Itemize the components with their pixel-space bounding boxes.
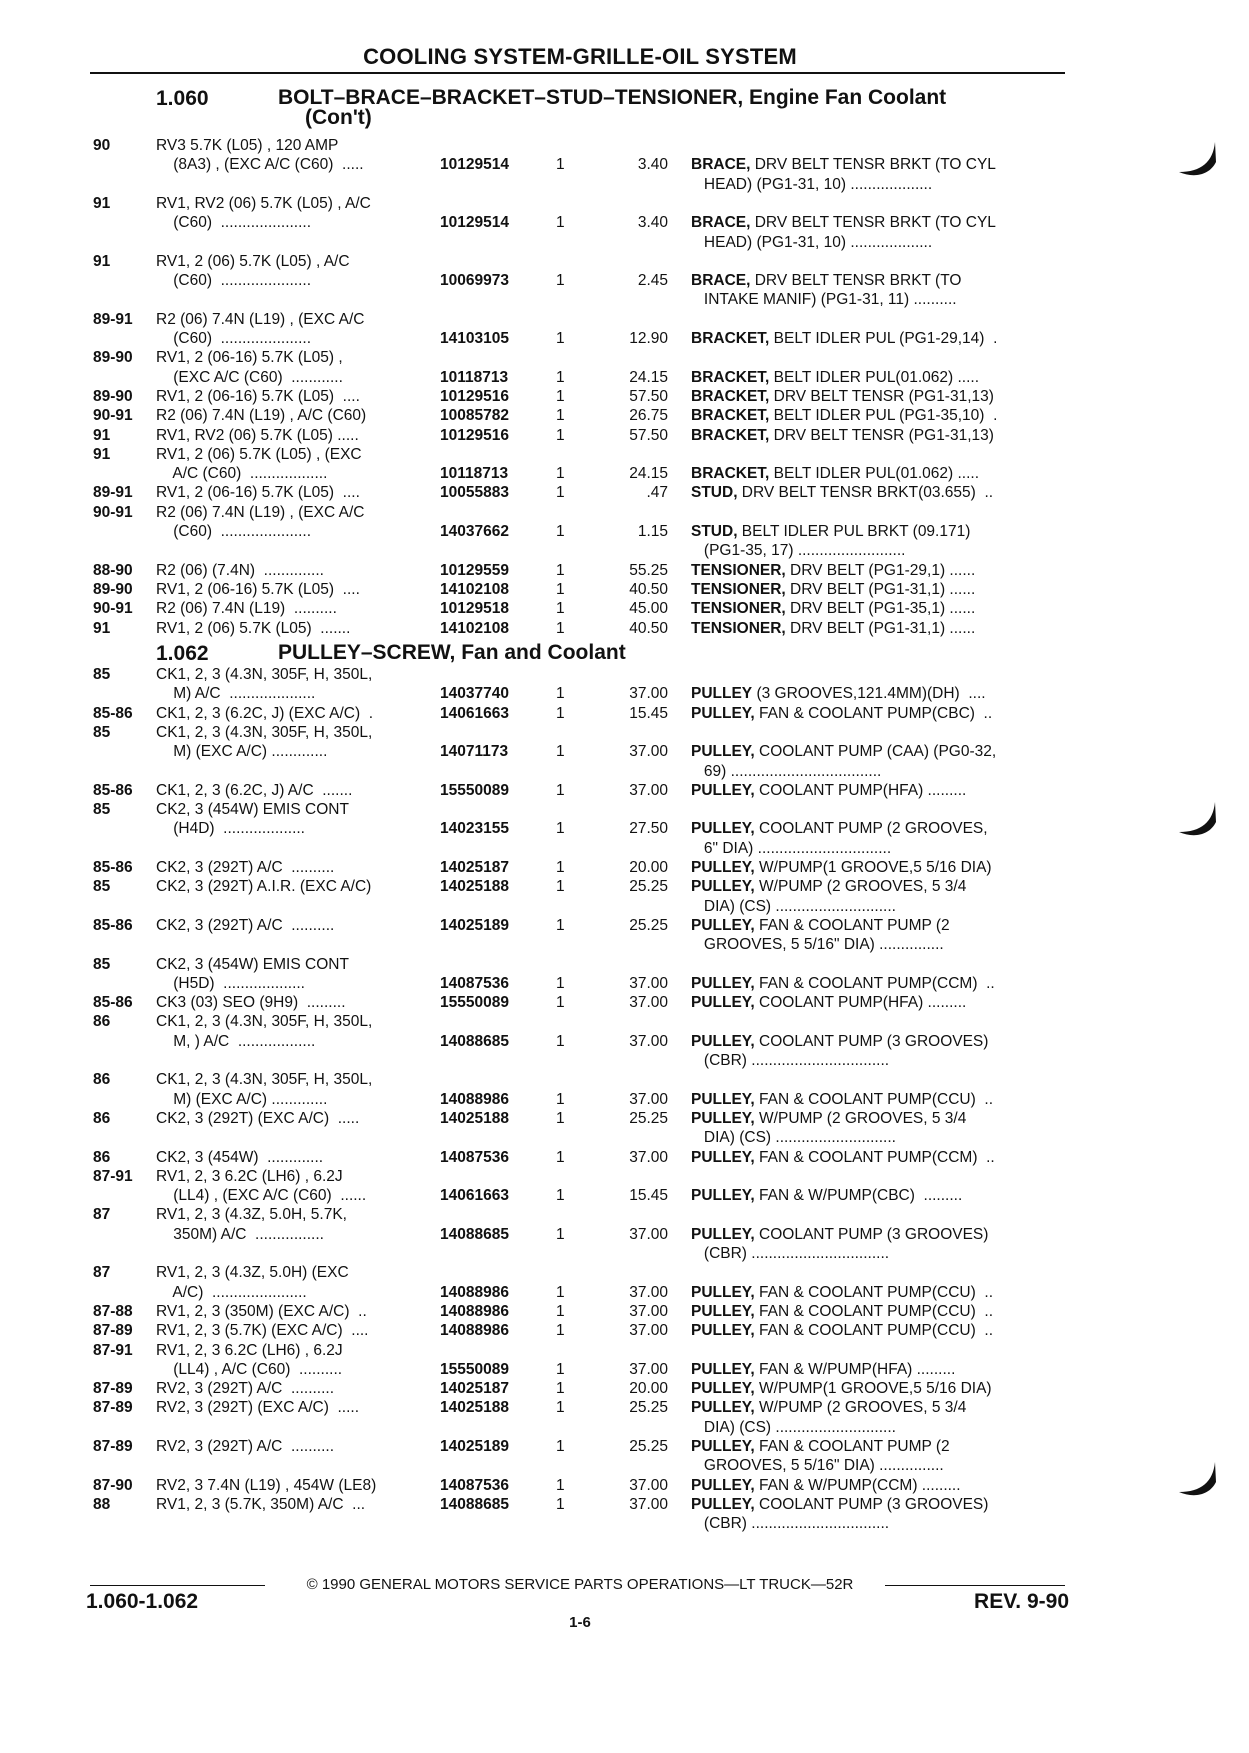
application-desc: (LL4) , (EXC A/C (C60) ...... xyxy=(156,1187,367,1205)
application-desc: RV2, 3 (292T) A/C .......... xyxy=(156,1438,335,1455)
part-number: 14071173 xyxy=(440,743,509,761)
price: 3.40 xyxy=(637,156,668,174)
application-desc: RV1, 2 (06) 5.7K (L05) , A/C xyxy=(156,252,350,270)
part-name: DIA) (CS) ............................ xyxy=(691,1129,896,1147)
part-name: PULLEY, FAN & COOLANT PUMP(CCU) .. xyxy=(691,1322,994,1340)
model-year: 87-91 xyxy=(93,1341,133,1359)
price: 40.50 xyxy=(629,619,668,637)
price: 37.00 xyxy=(629,781,668,799)
model-year: 85 xyxy=(93,801,111,819)
price: 37.00 xyxy=(629,1283,668,1301)
price: 37.00 xyxy=(629,1032,668,1050)
part-name: PULLEY, FAN & COOLANT PUMP(CCU) .. xyxy=(691,1090,994,1108)
application-desc: RV1, 2 (06) 5.7K (L05) ....... xyxy=(156,619,351,637)
application-desc: RV2, 3 (292T) A/C .......... xyxy=(156,1380,335,1398)
part-number: 14103105 xyxy=(440,330,509,347)
model-year: 86 xyxy=(93,1013,111,1031)
application-desc: (C60) ..................... xyxy=(156,214,312,232)
price: 25.25 xyxy=(629,916,668,934)
application-desc: RV1, RV2 (06) 5.7K (L05) ..... xyxy=(156,426,359,444)
price: 37.00 xyxy=(629,1495,668,1513)
quantity: 1 xyxy=(556,387,565,405)
model-year: 88-90 xyxy=(93,561,133,579)
part-name: PULLEY, FAN & COOLANT PUMP (2 xyxy=(691,1438,950,1455)
quantity: 1 xyxy=(556,1438,565,1455)
part-name: PULLEY, FAN & COOLANT PUMP(CCM) .. xyxy=(691,1148,995,1166)
hole-punch-mark xyxy=(1175,140,1220,185)
part-name: BRACKET, DRV BELT TENSR (PG1-31,13) xyxy=(691,426,994,444)
part-name: PULLEY, FAN & COOLANT PUMP (2 xyxy=(691,916,950,934)
part-number: 10118713 xyxy=(440,368,509,386)
application-desc: CK1, 2, 3 (4.3N, 305F, H, 350L, xyxy=(156,1013,373,1031)
copyright-notice: © 1990 GENERAL MOTORS SERVICE PARTS OPERATIONS—LT TRUCK—52R xyxy=(306,1576,854,1593)
model-year: 89-91 xyxy=(93,310,133,328)
quantity: 1 xyxy=(556,580,565,598)
part-name: HEAD) (PG1-31, 10) ................... xyxy=(691,175,933,193)
price: 25.25 xyxy=(629,1109,668,1127)
application-desc: CK1, 2, 3 (4.3N, 305F, H, 350L, xyxy=(156,1071,373,1089)
quantity: 1 xyxy=(556,1495,565,1513)
part-name: PULLEY, FAN & COOLANT PUMP(CCU) .. xyxy=(691,1283,994,1301)
application-desc: R2 (06) 7.4N (L19) , A/C (C60) xyxy=(156,407,367,425)
part-name: PULLEY, FAN & W/PUMP(CCM) ......... xyxy=(691,1476,961,1494)
price: 24.15 xyxy=(629,368,668,386)
part-number: 14025188 xyxy=(440,1399,509,1417)
part-number: 14088685 xyxy=(440,1225,509,1243)
model-year: 91 xyxy=(93,194,111,212)
part-number: 14088986 xyxy=(440,1090,509,1108)
part-number: 14087536 xyxy=(440,1148,509,1166)
model-year: 91 xyxy=(93,252,111,270)
application-desc: RV1, 2, 3 6.2C (LH6) , 6.2J xyxy=(156,1341,343,1359)
application-desc: (LL4) , A/C (C60) .......... xyxy=(156,1360,343,1378)
part-name: BRACE, DRV BELT TENSR BRKT (TO xyxy=(691,272,962,290)
part-name: PULLEY, W/PUMP (2 GROOVES, 5 3/4 xyxy=(691,1109,967,1127)
price: 12.90 xyxy=(629,330,668,347)
model-year: 85-86 xyxy=(93,916,133,934)
part-name: BRACKET, DRV BELT TENSR (PG1-31,13) xyxy=(691,387,994,405)
application-desc: RV1, 2, 3 (350M) (EXC A/C) .. xyxy=(156,1302,367,1320)
part-name: TENSIONER, DRV BELT (PG1-29,1) ...... xyxy=(691,561,976,579)
price: 25.25 xyxy=(629,1438,668,1455)
section-number: 1.062 xyxy=(156,642,209,665)
application-desc: (C60) ..................... xyxy=(156,330,312,347)
part-name: STUD, BELT IDLER PUL BRKT (09.171) xyxy=(691,523,971,540)
part-name: (CBR) ................................ xyxy=(691,1515,890,1533)
application-desc: RV1, 2 (06-16) 5.7K (L05) .... xyxy=(156,580,360,598)
part-name: PULLEY, W/PUMP(1 GROOVE,5 5/16 DIA) xyxy=(691,859,992,876)
part-name: PULLEY, FAN & COOLANT PUMP(CBC) .. xyxy=(691,704,993,722)
section-title: BOLT–BRACE–BRACKET–STUD–TENSIONER, Engine Fan Coolant xyxy=(278,86,947,109)
quantity: 1 xyxy=(556,1225,565,1243)
quantity: 1 xyxy=(556,1148,565,1166)
quantity: 1 xyxy=(556,1109,565,1127)
application-desc: A/C (C60) .................. xyxy=(156,465,328,483)
part-name: PULLEY, COOLANT PUMP (3 GROOVES) xyxy=(691,1032,989,1050)
part-number: 10118713 xyxy=(440,465,509,483)
application-desc: RV3 5.7K (L05) , 120 AMP xyxy=(156,137,339,154)
part-number: 14088986 xyxy=(440,1302,509,1320)
part-name: PULLEY, COOLANT PUMP (2 GROOVES, xyxy=(691,820,988,838)
price: 3.40 xyxy=(637,214,668,232)
part-name: PULLEY, FAN & COOLANT PUMP(CCM) .. xyxy=(691,974,995,992)
quantity: 1 xyxy=(556,561,565,579)
quantity: 1 xyxy=(556,330,565,347)
part-number: 14102108 xyxy=(440,580,509,598)
model-year: 91 xyxy=(93,426,111,444)
part-number: 14037662 xyxy=(440,523,509,540)
model-year: 87 xyxy=(93,1206,111,1224)
price: 37.00 xyxy=(629,994,668,1012)
price: 57.50 xyxy=(629,387,668,405)
quantity: 1 xyxy=(556,1032,565,1050)
model-year: 86 xyxy=(93,1148,111,1166)
application-desc: RV1, 2, 3 (5.7K) (EXC A/C) .... xyxy=(156,1322,369,1340)
application-desc: CK2, 3 (454W) EMIS CONT xyxy=(156,801,349,819)
part-name: PULLEY, W/PUMP(1 GROOVE,5 5/16 DIA) xyxy=(691,1380,992,1398)
price: 55.25 xyxy=(629,561,668,579)
part-number: 14088685 xyxy=(440,1495,509,1513)
quantity: 1 xyxy=(556,1399,565,1417)
quantity: 1 xyxy=(556,859,565,876)
price: 25.25 xyxy=(629,1399,668,1417)
quantity: 1 xyxy=(556,1090,565,1108)
application-desc: RV1, 2, 3 6.2C (LH6) , 6.2J xyxy=(156,1167,343,1185)
part-number: 14061663 xyxy=(440,704,509,722)
model-year: 86 xyxy=(93,1109,111,1127)
quantity: 1 xyxy=(556,704,565,722)
application-desc: CK3 (03) SEO (9H9) ......... xyxy=(156,994,346,1012)
part-name: BRACKET, BELT IDLER PUL (PG1-35,10) . xyxy=(691,407,998,425)
application-desc: CK1, 2, 3 (6.2C, J) A/C ....... xyxy=(156,781,353,799)
part-number: 14037740 xyxy=(440,685,509,703)
part-name: PULLEY, FAN & W/PUMP(HFA) ......... xyxy=(691,1360,956,1378)
quantity: 1 xyxy=(556,1187,565,1205)
price: 24.15 xyxy=(629,465,668,483)
price: 25.25 xyxy=(629,878,668,896)
part-name: TENSIONER, DRV BELT (PG1-31,1) ...... xyxy=(691,580,976,598)
part-name: GROOVES, 5 5/16" DIA) ............... xyxy=(691,936,944,954)
price: 15.45 xyxy=(629,704,668,722)
application-desc: (H4D) ................... xyxy=(156,820,305,838)
part-name: BRACKET, BELT IDLER PUL(01.062) ..... xyxy=(691,465,980,483)
part-name: BRACE, DRV BELT TENSR BRKT (TO CYL xyxy=(691,156,996,174)
model-year: 85 xyxy=(93,878,111,896)
model-year: 87-89 xyxy=(93,1399,133,1417)
part-number: 14025188 xyxy=(440,1109,509,1127)
application-desc: R2 (06) 7.4N (L19) , (EXC A/C xyxy=(156,310,365,328)
part-number: 14025188 xyxy=(440,878,509,896)
application-desc: (H5D) ................... xyxy=(156,974,305,992)
model-year: 89-90 xyxy=(93,349,133,367)
price: 20.00 xyxy=(629,859,668,876)
model-year: 88 xyxy=(93,1495,111,1513)
part-name: PULLEY, COOLANT PUMP (CAA) (PG0-32, xyxy=(691,743,997,761)
price: 37.00 xyxy=(629,1302,668,1320)
part-number: 10129514 xyxy=(440,214,509,232)
model-year: 86 xyxy=(93,1071,111,1089)
quantity: 1 xyxy=(556,781,565,799)
price: 37.00 xyxy=(629,1148,668,1166)
application-desc: CK2, 3 (292T) A/C .......... xyxy=(156,916,335,934)
quantity: 1 xyxy=(556,820,565,838)
application-desc: CK2, 3 (292T) (EXC A/C) ..... xyxy=(156,1109,360,1127)
model-year: 87-91 xyxy=(93,1167,133,1185)
application-desc: CK1, 2, 3 (6.2C, J) (EXC A/C) . xyxy=(156,704,374,722)
application-desc: RV2, 3 7.4N (L19) , 454W (LE8) xyxy=(156,1476,377,1494)
part-name: DIA) (CS) ............................ xyxy=(691,1418,896,1436)
application-desc: A/C) ...................... xyxy=(156,1283,307,1301)
quantity: 1 xyxy=(556,465,565,483)
price: 37.00 xyxy=(629,974,668,992)
application-desc: RV1, 2 (06-16) 5.7K (L05) .... xyxy=(156,387,360,405)
price: 57.50 xyxy=(629,426,668,444)
section-number: 1.060 xyxy=(156,87,209,110)
part-number: 14023155 xyxy=(440,820,509,838)
application-desc: RV1, 2, 3 (5.7K, 350M) A/C ... xyxy=(156,1495,366,1513)
part-number: 10085782 xyxy=(440,407,509,425)
application-desc: R2 (06) 7.4N (L19) , (EXC A/C xyxy=(156,503,365,521)
model-year: 87-89 xyxy=(93,1322,133,1340)
model-year: 90-91 xyxy=(93,503,133,521)
part-name: DIA) (CS) ............................ xyxy=(691,897,896,915)
quantity: 1 xyxy=(556,974,565,992)
part-name: (CBR) ................................ xyxy=(691,1052,890,1069)
quantity: 1 xyxy=(556,743,565,761)
revision-label: REV. 9-90 xyxy=(974,1590,1069,1613)
quantity: 1 xyxy=(556,1322,565,1340)
part-number: 14087536 xyxy=(440,974,509,992)
price: 37.00 xyxy=(629,1225,668,1243)
price: 2.45 xyxy=(637,272,668,290)
part-name: INTAKE MANIF) (PG1-31, 11) .......... xyxy=(691,291,957,309)
price: 37.00 xyxy=(629,1322,668,1340)
section-range: 1.060-1.062 xyxy=(86,1590,199,1613)
part-number: 10129516 xyxy=(440,426,509,444)
part-number: 10129559 xyxy=(440,561,509,579)
model-year: 85-86 xyxy=(93,781,133,799)
part-number: 10055883 xyxy=(440,484,509,502)
application-desc: (C60) ..................... xyxy=(156,272,312,290)
quantity: 1 xyxy=(556,272,565,290)
price: 37.00 xyxy=(629,1090,668,1108)
model-year: 87-90 xyxy=(93,1476,133,1494)
quantity: 1 xyxy=(556,1283,565,1301)
part-number: 14088685 xyxy=(440,1032,509,1050)
application-desc: RV1, RV2 (06) 5.7K (L05) , A/C xyxy=(156,194,371,212)
part-name: 6" DIA) ............................... xyxy=(691,839,892,857)
price: 27.50 xyxy=(629,820,668,838)
part-name: 69) ................................... xyxy=(691,762,882,780)
model-year: 85 xyxy=(93,955,111,973)
model-year: 89-90 xyxy=(93,580,133,598)
header-rule xyxy=(90,72,1065,74)
quantity: 1 xyxy=(556,916,565,934)
price: 1.15 xyxy=(637,523,668,540)
part-name: PULLEY, W/PUMP (2 GROOVES, 5 3/4 xyxy=(691,878,967,896)
price: 15.45 xyxy=(629,1187,668,1205)
quantity: 1 xyxy=(556,484,565,502)
quantity: 1 xyxy=(556,1476,565,1494)
application-desc: CK2, 3 (454W) EMIS CONT xyxy=(156,955,349,973)
section-continued: (Con't) xyxy=(305,106,372,129)
application-desc: M) (EXC A/C) ............. xyxy=(156,1090,328,1108)
application-desc: RV1, 2, 3 (4.3Z, 5.0H) (EXC xyxy=(156,1264,349,1282)
application-desc: R2 (06) 7.4N (L19) .......... xyxy=(156,600,337,618)
model-year: 87-89 xyxy=(93,1380,133,1398)
price: 45.00 xyxy=(629,600,668,618)
part-name: PULLEY, COOLANT PUMP (3 GROOVES) xyxy=(691,1495,989,1513)
part-name: BRACKET, BELT IDLER PUL (PG1-29,14) . xyxy=(691,330,998,347)
part-number: 14025189 xyxy=(440,916,509,934)
part-name: BRACE, DRV BELT TENSR BRKT (TO CYL xyxy=(691,214,996,232)
model-year: 87-88 xyxy=(93,1302,133,1320)
quantity: 1 xyxy=(556,407,565,425)
price: 20.00 xyxy=(629,1380,668,1398)
application-desc: RV1, 2 (06) 5.7K (L05) , (EXC xyxy=(156,445,362,463)
part-number: 14025187 xyxy=(440,859,509,876)
part-number: 10129516 xyxy=(440,387,509,405)
hole-punch-mark xyxy=(1175,800,1220,845)
model-year: 85 xyxy=(93,723,111,741)
quantity: 1 xyxy=(556,1360,565,1378)
quantity: 1 xyxy=(556,156,565,174)
model-year: 87 xyxy=(93,1264,111,1282)
application-desc: (C60) ..................... xyxy=(156,523,312,540)
part-name: GROOVES, 5 5/16" DIA) ............... xyxy=(691,1457,944,1475)
part-number: 10129514 xyxy=(440,156,509,174)
part-number: 15550089 xyxy=(440,994,509,1012)
model-year: 90 xyxy=(93,137,111,154)
quantity: 1 xyxy=(556,600,565,618)
part-number: 10069973 xyxy=(440,272,509,290)
application-desc: RV1, 2 (06-16) 5.7K (L05) .... xyxy=(156,484,360,502)
part-name: STUD, DRV BELT TENSR BRKT(03.655) .. xyxy=(691,484,994,502)
part-name: PULLEY (3 GROOVES,121.4MM)(DH) .... xyxy=(691,685,986,703)
model-year: 90-91 xyxy=(93,407,133,425)
quantity: 1 xyxy=(556,214,565,232)
part-number: 10129518 xyxy=(440,600,509,618)
model-year: 89-91 xyxy=(93,484,133,502)
application-desc: (EXC A/C (C60) ............ xyxy=(156,368,343,386)
application-desc: M) (EXC A/C) ............. xyxy=(156,743,328,761)
price: 37.00 xyxy=(629,685,668,703)
model-year: 85-86 xyxy=(93,859,133,876)
part-name: PULLEY, COOLANT PUMP(HFA) ......... xyxy=(691,781,967,799)
part-name: PULLEY, COOLANT PUMP (3 GROOVES) xyxy=(691,1225,989,1243)
quantity: 1 xyxy=(556,426,565,444)
application-desc: CK2, 3 (292T) A/C .......... xyxy=(156,859,335,876)
part-name: PULLEY, COOLANT PUMP(HFA) ......... xyxy=(691,994,967,1012)
part-number: 14025187 xyxy=(440,1380,509,1398)
model-year: 89-90 xyxy=(93,387,133,405)
model-year: 90-91 xyxy=(93,600,133,618)
part-name: HEAD) (PG1-31, 10) ................... xyxy=(691,233,933,251)
quantity: 1 xyxy=(556,685,565,703)
price: 37.00 xyxy=(629,1476,668,1494)
model-year: 91 xyxy=(93,619,111,637)
application-desc: RV2, 3 (292T) (EXC A/C) ..... xyxy=(156,1399,359,1417)
page-header-title: COOLING SYSTEM-GRILLE-OIL SYSTEM xyxy=(363,44,797,69)
application-desc: CK2, 3 (454W) ............. xyxy=(156,1148,324,1166)
part-number: 14061663 xyxy=(440,1187,509,1205)
price: 40.50 xyxy=(629,580,668,598)
price: .47 xyxy=(646,484,668,502)
application-desc: CK1, 2, 3 (4.3N, 305F, H, 350L, xyxy=(156,666,373,683)
application-desc: 350M) A/C ................ xyxy=(156,1225,324,1243)
part-name: TENSIONER, DRV BELT (PG1-31,1) ...... xyxy=(691,619,976,637)
part-name: (CBR) ................................ xyxy=(691,1245,890,1262)
page-number: 1-6 xyxy=(569,1614,591,1631)
part-number: 14102108 xyxy=(440,619,509,637)
quantity: 1 xyxy=(556,523,565,540)
part-name: BRACKET, BELT IDLER PUL(01.062) ..... xyxy=(691,368,980,386)
quantity: 1 xyxy=(556,878,565,896)
part-number: 15550089 xyxy=(440,1360,509,1378)
quantity: 1 xyxy=(556,619,565,637)
application-desc: M, ) A/C .................. xyxy=(156,1032,316,1050)
application-desc: CK1, 2, 3 (4.3N, 305F, H, 350L, xyxy=(156,723,373,741)
application-desc: RV1, 2 (06-16) 5.7K (L05) , xyxy=(156,349,343,367)
quantity: 1 xyxy=(556,368,565,386)
application-desc: RV1, 2, 3 (4.3Z, 5.0H, 5.7K, xyxy=(156,1206,347,1224)
part-number: 15550089 xyxy=(440,781,509,799)
model-year: 85 xyxy=(93,666,111,683)
part-number: 14088986 xyxy=(440,1322,509,1340)
application-desc: R2 (06) (7.4N) .............. xyxy=(156,561,324,579)
part-name: PULLEY, W/PUMP (2 GROOVES, 5 3/4 xyxy=(691,1399,967,1417)
model-year: 85-86 xyxy=(93,994,133,1012)
model-year: 85-86 xyxy=(93,704,133,722)
part-number: 14088986 xyxy=(440,1283,509,1301)
application-desc: M) A/C .................... xyxy=(156,685,316,703)
price: 26.75 xyxy=(629,407,668,425)
application-desc: CK2, 3 (292T) A.I.R. (EXC A/C) xyxy=(156,878,372,896)
quantity: 1 xyxy=(556,1302,565,1320)
part-name: (PG1-35, 17) ......................... xyxy=(691,542,906,560)
part-name: TENSIONER, DRV BELT (PG1-35,1) ...... xyxy=(691,600,976,618)
part-number: 14025189 xyxy=(440,1438,509,1455)
model-year: 91 xyxy=(93,445,111,463)
section-title: PULLEY–SCREW, Fan and Coolant xyxy=(278,641,626,664)
part-name: PULLEY, FAN & W/PUMP(CBC) ......... xyxy=(691,1187,963,1205)
quantity: 1 xyxy=(556,1380,565,1398)
part-number: 14087536 xyxy=(440,1476,509,1494)
part-name: PULLEY, FAN & COOLANT PUMP(CCU) .. xyxy=(691,1302,994,1320)
quantity: 1 xyxy=(556,994,565,1012)
application-desc: (8A3) , (EXC A/C (C60) ..... xyxy=(156,156,364,174)
hole-punch-mark xyxy=(1175,1460,1220,1505)
price: 37.00 xyxy=(629,743,668,761)
model-year: 87-89 xyxy=(93,1438,133,1455)
price: 37.00 xyxy=(629,1360,668,1378)
